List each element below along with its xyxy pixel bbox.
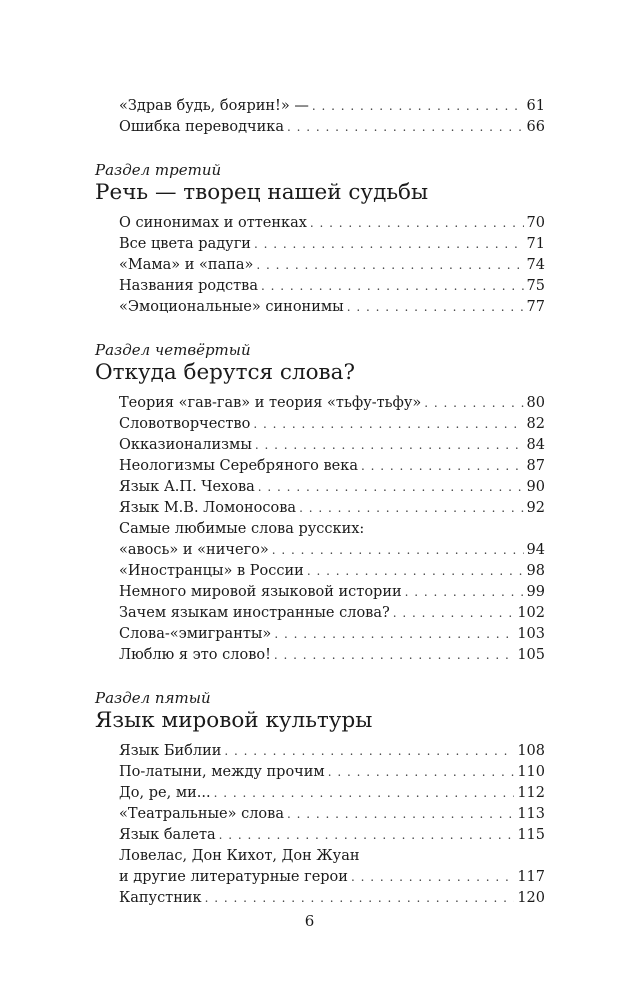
toc-entry [119, 213, 545, 234]
toc-entry [119, 96, 545, 117]
entry-title: Самые любимые слова русских: [119, 521, 365, 537]
entry-title: Теория «гав-гав» и теория «тьфу-тьфу» [119, 395, 422, 411]
toc-entry [119, 888, 545, 909]
toc-entry [119, 498, 545, 519]
entry-title: Ошибка переводчика [119, 119, 284, 135]
entry-title: Люблю я это слово! [119, 647, 271, 663]
toc-entry [119, 741, 545, 762]
dot-leader [361, 456, 524, 477]
toc-entry [119, 276, 545, 297]
toc-entry [119, 477, 545, 498]
top-entries [95, 96, 545, 138]
entry-page: 66 [526, 119, 545, 135]
dot-leader [254, 234, 524, 255]
entry-title: Окказионализмы [119, 437, 252, 453]
entry-title: Язык балета [119, 827, 216, 843]
entry-page: 74 [526, 257, 545, 273]
entry-title: Язык М.В. Ломоносова [119, 500, 297, 516]
toc-entry [119, 255, 545, 276]
toc-entry [119, 234, 545, 255]
toc-entry-first-line [119, 519, 545, 540]
entry-title: «Мама» и «папа» [119, 257, 254, 273]
toc-entry [119, 456, 545, 477]
dot-leader [287, 804, 514, 825]
entry-page: 120 [517, 890, 545, 906]
toc-entry [119, 540, 545, 561]
entry-title: «Эмоциональные» синонимы [119, 299, 344, 315]
section-title: Язык мировой культуры [95, 708, 373, 733]
section-five [95, 689, 545, 909]
entry-title: Словотворчество [119, 416, 251, 432]
entry-title: «авось» и «ничего» [119, 542, 269, 558]
toc-entry [119, 435, 545, 456]
toc-entry [119, 783, 545, 804]
toc-entry [119, 393, 545, 414]
entry-page: 90 [526, 479, 545, 495]
entry-page: 112 [517, 785, 545, 801]
dot-leader [299, 498, 523, 519]
toc-entry [119, 762, 545, 783]
dot-leader [312, 96, 524, 117]
entry-page: 82 [526, 416, 545, 432]
entry-page: 115 [517, 827, 545, 843]
section-three [95, 161, 545, 318]
entry-page: 108 [517, 743, 545, 759]
entry-page: 105 [517, 647, 545, 663]
dot-leader [205, 888, 515, 909]
dot-leader [424, 393, 523, 414]
dot-leader [274, 624, 514, 645]
entry-title: Названия родства [119, 278, 258, 294]
entry-page: 113 [517, 806, 545, 822]
entry-title: Все цвета радуги [119, 236, 251, 252]
entry-page: 94 [526, 542, 545, 558]
section-title: Речь — творец нашей судьбы [95, 180, 429, 205]
dot-leader [351, 867, 514, 888]
entry-title: Язык Библии [119, 743, 222, 759]
entry-page: 110 [517, 764, 545, 780]
entry-page: 117 [517, 869, 545, 885]
entry-title: Немного мировой языковой истории [119, 584, 402, 600]
toc-entry-first-line [119, 846, 545, 867]
toc-entry [119, 297, 545, 318]
page-number: 6 [304, 912, 315, 930]
dot-leader [307, 561, 524, 582]
entry-page: 87 [526, 458, 545, 474]
toc-entry [119, 603, 545, 624]
section-title: Откуда берутся слова? [95, 360, 356, 385]
entry-title: Ловелас, Дон Кихот, Дон Жуан [119, 848, 360, 864]
entry-page: 98 [526, 563, 545, 579]
entry-title: «Иностранцы» в России [119, 563, 304, 579]
entry-title: и другие литературные герои [119, 869, 348, 885]
section-four [95, 341, 545, 666]
dot-leader [253, 414, 523, 435]
entry-page: 75 [526, 278, 545, 294]
entry-title: Капустник [119, 890, 202, 906]
toc-entry [119, 645, 545, 666]
toc-content [95, 96, 545, 909]
entry-page: 80 [526, 395, 545, 411]
entry-page: 103 [517, 626, 545, 642]
toc-entry [119, 414, 545, 435]
entry-title: По-латыни, между прочим [119, 764, 325, 780]
section-label: Раздел пятый [95, 689, 211, 707]
dot-leader [255, 435, 524, 456]
dot-leader [214, 783, 515, 804]
toc-entry [119, 582, 545, 603]
dot-leader [224, 741, 514, 762]
toc-entry [119, 117, 545, 138]
toc-entry [119, 825, 545, 846]
toc-entry [119, 804, 545, 825]
section-label: Раздел четвёртый [95, 341, 251, 359]
section-label: Раздел третий [95, 161, 222, 179]
entry-title: «Театральные» слова [119, 806, 284, 822]
dot-leader [393, 603, 515, 624]
entry-page: 77 [526, 299, 545, 315]
entry-title: Зачем языкам иностранные слова? [119, 605, 390, 621]
entry-page: 70 [526, 215, 545, 231]
toc-entry [119, 561, 545, 582]
entry-page: 61 [526, 98, 545, 114]
entry-title: До, ре, ми... [119, 785, 211, 801]
entry-page: 99 [526, 584, 545, 600]
dot-leader [405, 582, 524, 603]
toc-entry [119, 624, 545, 645]
entry-page: 84 [526, 437, 545, 453]
dot-leader [219, 825, 515, 846]
entry-title: Неологизмы Серебряного века [119, 458, 358, 474]
entry-page: 102 [517, 605, 545, 621]
entry-page: 92 [526, 500, 545, 516]
dot-leader [310, 213, 524, 234]
dot-leader [274, 645, 514, 666]
entry-title: О синонимах и оттенках [119, 215, 307, 231]
dot-leader [287, 117, 524, 138]
dot-leader [258, 477, 524, 498]
dot-leader [272, 540, 524, 561]
entry-page: 71 [526, 236, 545, 252]
entry-title: Слова-«эмигранты» [119, 626, 272, 642]
dot-leader [256, 255, 523, 276]
dot-leader [261, 276, 524, 297]
dot-leader [347, 297, 524, 318]
entry-title: Язык А.П. Чехова [119, 479, 255, 495]
entry-title: «Здрав будь, боярин!» — [119, 98, 309, 114]
dot-leader [328, 762, 515, 783]
toc-entry [119, 867, 545, 888]
